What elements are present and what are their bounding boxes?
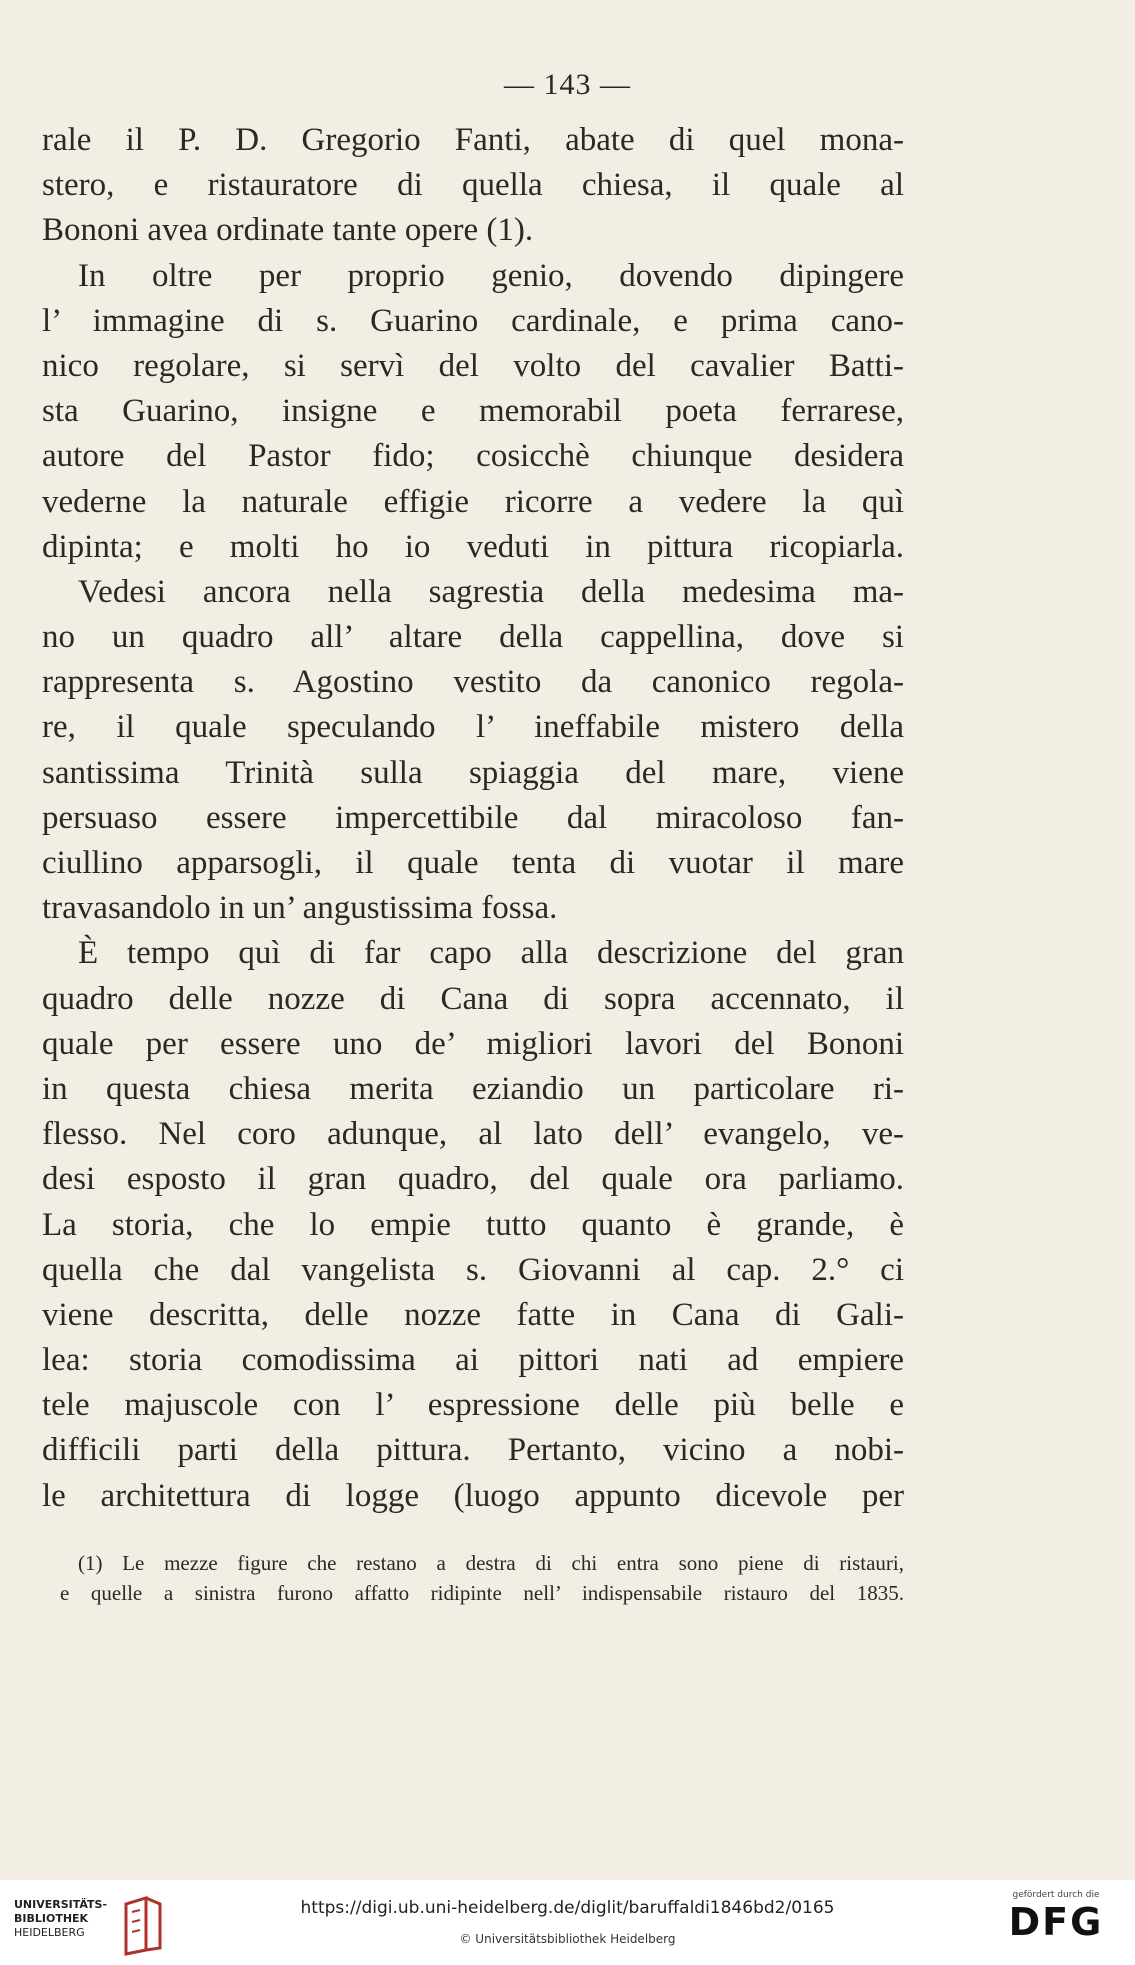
text-line: desi esposto il gran quadro, del quale ora parliamo. [42,1161,904,1198]
text-line: travasandolo in un’ angustissima fossa. [42,890,558,927]
text-line: stero, e ristauratore di quella chiesa, il quale al [42,167,904,204]
text-line: autore del Pastor fido; cosicchè chiunque desidera [42,438,904,475]
text-line: santissima Trinità sulla spiaggia del mare, viene [42,754,904,791]
library-name-line: UNIVERSITÄTS- [14,1898,108,1911]
text-line: La storia, che lo empie tutto quanto è grande, è [42,1206,904,1243]
text-line: È tempo quì di far capo alla descrizione del gran [78,935,904,972]
text-line: in questa chiesa merita eziandio un particolare ri- [42,1070,904,1107]
text-line: rale il P. D. Gregorio Fanti, abate di quel mona- [42,122,904,158]
text-line: flesso. Nel coro adunque, al lato dell’ evangelo, ve- [42,1116,904,1153]
text-line: l’ immagine di s. Guarino cardinale, e prima cano- [42,302,904,339]
text-line: quella che dal vangelista s. Giovanni al cap. 2.° ci [42,1251,904,1288]
text-line: Bononi avea ordinate tante opere (1). [42,212,534,249]
text-line: sta Guarino, insigne e memorabil poeta ferrarese, [42,393,904,430]
text-line: nico regolare, si servì del volto del cavalier Batti- [42,347,904,384]
footnote-line: e quelle a sinistra furono affatto ridipinte nell’ indispensabile ristauro del 1835. [60,1581,904,1605]
library-name-line: HEIDELBERG [14,1926,85,1939]
copyright-text: © Universitätsbibliothek Heidelberg [459,1932,676,1946]
text-line: quadro delle nozze di Cana di sopra accennato, il [42,980,904,1017]
footnote-line: (1) Le mezze figure che restano a destra di chi entra sono piene di ristauri, [78,1551,904,1575]
text-line: quale per essere uno de’ migliori lavori del Bononi [42,1025,904,1062]
text-line: viene descritta, delle nozze fatte in Cana di Gali- [42,1296,904,1333]
text-line: In oltre per proprio genio, dovendo dipingere [78,257,904,294]
footnote [60,1548,904,1608]
text-line: persuaso essere impercettibile dal miracoloso fan- [42,799,904,836]
viewer-footer [0,1880,1135,1965]
text-line: ciullino apparsogli, il quale tenta di vuotar il mare [42,845,904,881]
page-number: — 143 — [504,68,631,101]
text-line: vederne la naturale effigie ricorre a vedere la quì [42,483,904,520]
text-line: le architettura di logge (luogo appunto dicevole per [42,1477,904,1514]
text-line: difficili parti della pittura. Pertanto, vicino a nobi- [42,1432,904,1469]
text-line: Vedesi ancora nella sagrestia della medesima ma- [78,573,904,610]
dfg-wordmark: DFG [1008,1900,1104,1944]
library-name-line: BIBLIOTHEK [14,1912,89,1925]
text-line: dipinta; e molti ho io veduti in pittura ricopiarla. [42,528,904,565]
dfg-caption: gefördert durch die [1012,1890,1100,1900]
text-line: re, il quale speculando l’ ineffabile mistero della [42,709,904,746]
text-line: tele majuscole con l’ espressione delle più belle e [42,1387,904,1424]
text-line: lea: storia comodissima ai pittori nati ad empiere [42,1342,904,1379]
text-line: rappresenta s. Agostino vestito da canonico regola- [42,664,904,701]
text-line: no un quadro all’ altare della cappellina, dove si [42,619,904,656]
body-text [42,118,904,1519]
page-url-link[interactable]: https://digi.ub.uni-heidelberg.de/diglit/baruffaldi1846bd2/0165 [300,1898,835,1918]
dfg-logo[interactable] [1001,1890,1111,1944]
